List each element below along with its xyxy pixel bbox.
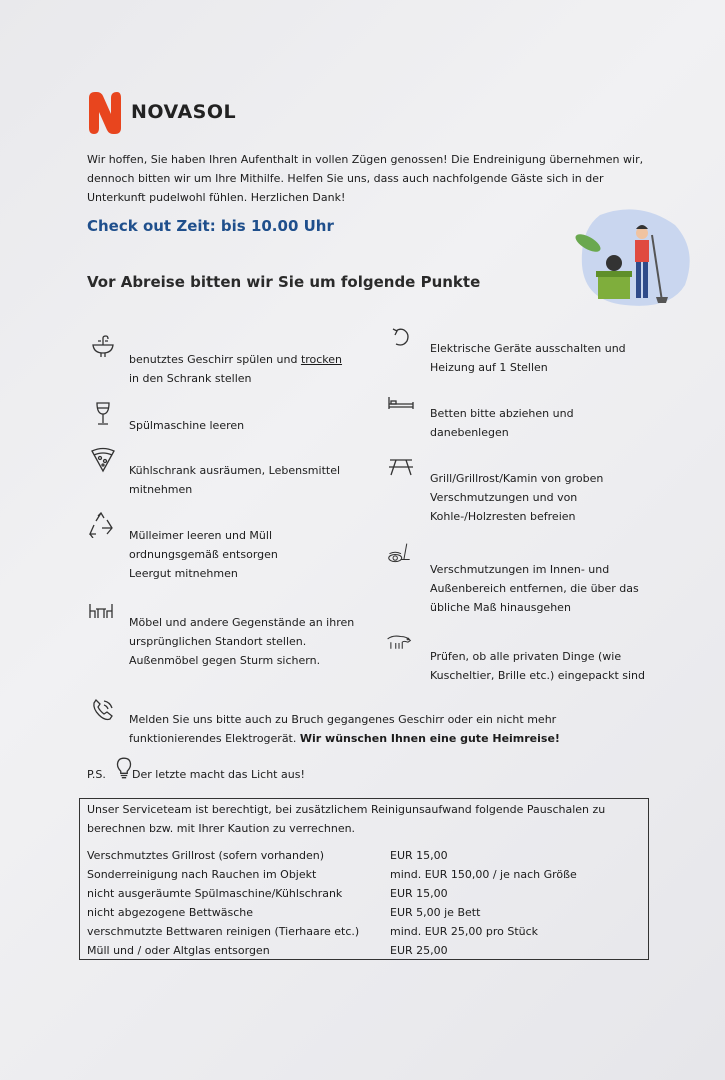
novasol-logo-icon xyxy=(87,90,123,136)
fee-label: nicht abgezogene Bettwäsche xyxy=(87,906,254,919)
list-item: Kühlschrank ausräumen, Lebensmittel mitnehmen xyxy=(129,464,341,496)
table-row xyxy=(87,865,577,884)
cleaning-bucket-icon xyxy=(388,540,424,566)
fee-table xyxy=(87,846,577,960)
list-item: Mülleimer leeren und Müll ordnungsgemäß entsorgen Leergut mitnehmen xyxy=(129,529,278,580)
fee-label: verschmutzte Bettwaren reinigen (Tierhaare etc.) xyxy=(87,925,360,938)
note-paragraph xyxy=(129,710,599,748)
fee-label: Müll und / oder Altglas entsorgen xyxy=(87,944,270,957)
recycle-icon xyxy=(88,512,114,538)
item-text: benutztes Geschirr spülen und xyxy=(129,353,301,366)
section-heading: Vor Abreise bitten wir Sie um folgende Punkte xyxy=(87,273,481,291)
teddy-bear-icon xyxy=(386,630,418,656)
table-row xyxy=(87,922,577,941)
checkout-time: Check out Zeit: bis 10.00 Uhr xyxy=(87,217,334,235)
phone-icon xyxy=(90,697,116,723)
fee-label: nicht ausgeräumte Spülmaschine/Kühlschrank xyxy=(87,887,343,900)
power-icon xyxy=(388,325,414,351)
ps-label: P.S. xyxy=(87,768,106,781)
fee-price: EUR 25,00 xyxy=(390,944,448,957)
fee-label: Sonderreinigung nach Rauchen im Objekt xyxy=(87,868,317,881)
fee-price: mind. EUR 150,00 / je nach Größe xyxy=(390,868,577,881)
note-text: Melden Sie uns bitte auch zu Bruch gegangenes Geschirr oder ein nicht mehr funktionierendes Elektrogerät. xyxy=(129,713,557,745)
list-item xyxy=(129,350,369,388)
pizza-slice-icon xyxy=(90,447,116,473)
picnic-table-icon xyxy=(388,455,414,481)
fee-price: EUR 15,00 xyxy=(390,849,448,862)
table-row xyxy=(87,903,577,922)
wine-glass-icon xyxy=(90,401,116,427)
table-row xyxy=(87,884,577,903)
list-item: Prüfen, ob alle privaten Dinge (wie Kuscheltier, Brille etc.) eingepackt sind xyxy=(430,650,646,682)
lightbulb-icon xyxy=(111,756,129,780)
bed-icon xyxy=(388,392,414,418)
table-row xyxy=(87,941,577,960)
cleaning-illustration xyxy=(570,205,695,310)
list-item: Möbel und andere Gegenstände an ihren ursprünglichen Standort stellen. Außenmöbel gegen Sturm sichern. xyxy=(129,616,355,667)
sink-icon xyxy=(90,333,116,359)
fee-price: EUR 15,00 xyxy=(390,887,448,900)
table-row xyxy=(87,846,577,865)
brand-name: NOVASOL xyxy=(131,101,237,123)
list-item: Verschmutzungen im Innen- und Außenbereich entfernen, die über das übliche Maß hinausgehen xyxy=(430,563,639,614)
item-underlined-word: trocken xyxy=(300,353,343,366)
note-bold-text: Wir wünschen Ihnen eine gute Heimreise! xyxy=(299,732,560,745)
list-item: Grill/Grillrost/Kamin von groben Verschmutzungen und von Kohle-/Holzresten befreien xyxy=(430,472,604,523)
fee-intro: Unser Serviceteam ist berechtigt, bei zusätzlichem Reinigunsaufwand folgende Pauschalen zu berechnen bzw. mit Ihrer Kaution zu verrechnen. xyxy=(87,803,606,835)
list-item: Spülmaschine leeren xyxy=(129,419,245,432)
fee-label: Verschmutztes Grillrost (sofern vorhanden) xyxy=(87,849,325,862)
list-item: Betten bitte abziehen und danebenlegen xyxy=(430,407,574,439)
ps-text: Der letzte macht das Licht aus! xyxy=(132,768,305,781)
fee-price: EUR 5,00 je Bett xyxy=(390,906,481,919)
fee-price: mind. EUR 25,00 pro Stück xyxy=(390,925,539,938)
list-item: Elektrische Geräte ausschalten und Heizung auf 1 Stellen xyxy=(430,342,626,374)
intro-paragraph: Wir hoffen, Sie haben Ihren Aufenthalt in vollen Zügen genossen! Die Endreinigung übernehmen wir, dennoch bitten wir um Ihre Mithilfe. Helfen Sie uns, dass auch nachfolgende Gäste sich in der Unterkunft pudelwohl fühlen. Herzlichen Dank! xyxy=(87,153,644,204)
dining-set-icon xyxy=(88,598,114,624)
item-text: in den Schrank stellen xyxy=(129,372,252,385)
